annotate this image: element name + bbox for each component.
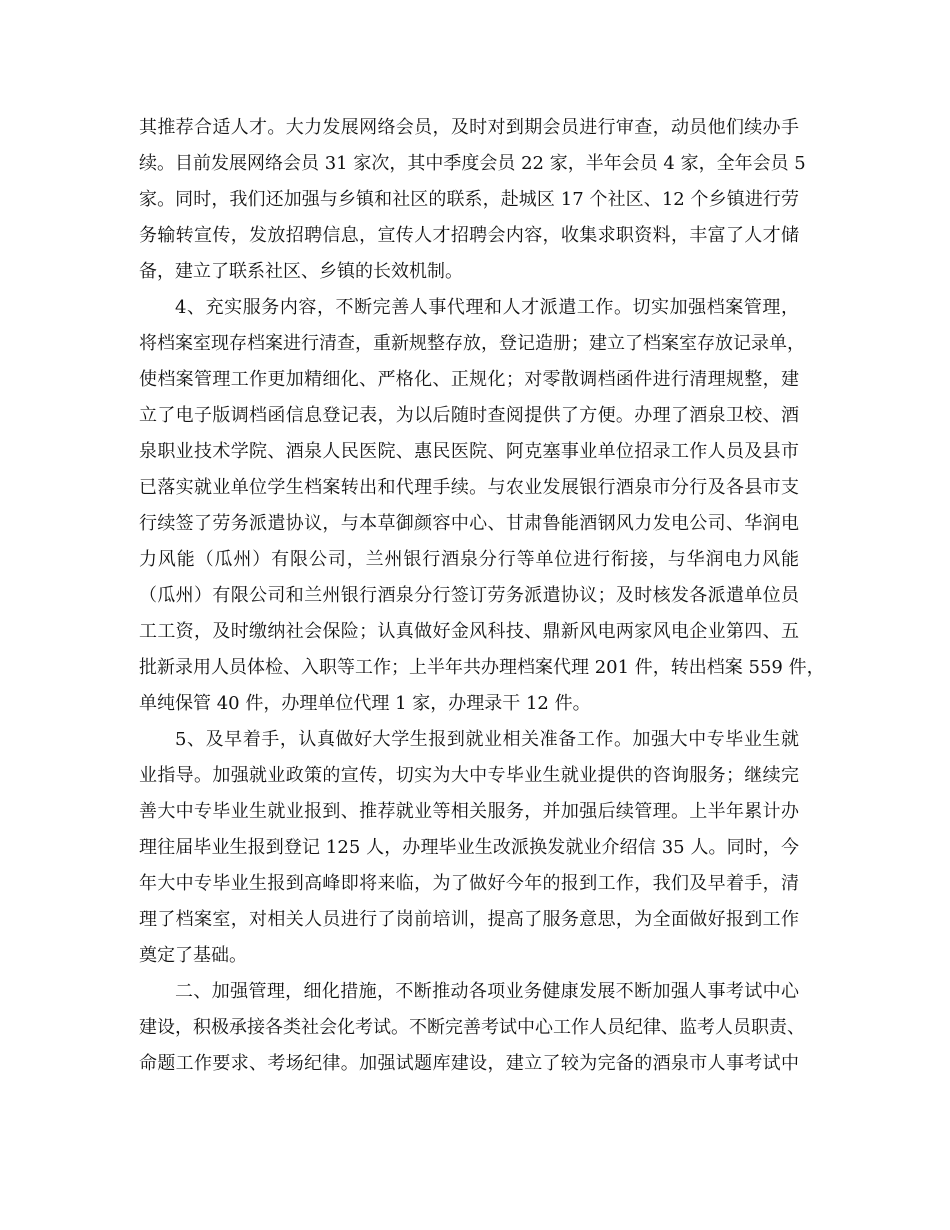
text-line: 家。同时，我们还加强与乡镇和社区的联系，赴城区 17 个社区、12 个乡镇进行劳 bbox=[139, 189, 799, 210]
paragraph-section-4 bbox=[139, 290, 825, 722]
text-line: 5、及早着手，认真做好大学生报到就业相关准备工作。加强大中专毕业生就 bbox=[175, 729, 799, 750]
text-line: 续。目前发展网络会员 31 家次，其中季度会员 22 家，半年会员 4 家，全年会员 5 bbox=[139, 153, 806, 174]
text-line: 奠定了基础。 bbox=[139, 945, 247, 966]
paragraph-section-two bbox=[139, 974, 805, 1082]
text-line: 业指导。加强就业政策的宣传，切实为大中专毕业生就业提供的咨询服务；继续完 bbox=[139, 765, 799, 786]
text-line: 其推荐合适人才。大力发展网络会员，及时对到期会员进行审查，动员他们续办手 bbox=[139, 117, 799, 138]
text-line: 行续签了劳务派遣协议，与本草御颜容中心、甘肃鲁能酒钢风力发电公司、华润电 bbox=[139, 513, 799, 534]
text-line: 二、加强管理，细化措施，不断推动各项业务健康发展不断加强人事考试中心 bbox=[175, 981, 799, 1002]
text-line: 立了电子版调档函信息登记表，为以后随时查阅提供了方便。办理了酒泉卫校、酒 bbox=[139, 405, 799, 426]
body-text bbox=[139, 110, 825, 1082]
text-line: 已落实就业单位学生档案转出和代理手续。与农业发展银行酒泉市分行及各县市支 bbox=[139, 477, 799, 498]
text-line: 将档案室现存档案进行清查，重新规整存放，登记造册；建立了档案室存放记录单， bbox=[139, 333, 805, 354]
text-line: 批新录用人员体检、入职等工作；上半年共办理档案代理 201 件，转出档案 559 件， bbox=[139, 657, 825, 678]
paragraph-section-5 bbox=[139, 722, 799, 974]
text-line: 备，建立了联系社区、乡镇的长效机制。 bbox=[139, 261, 463, 282]
text-line: 理往届毕业生报到登记 125 人，办理毕业生改派换发就业介绍信 35 人。同时，今 bbox=[139, 837, 799, 858]
text-line: 工工资，及时缴纳社会保险；认真做好金风科技、鼎新风电两家风电企业第四、五 bbox=[139, 621, 799, 642]
text-line: 4、充实服务内容，不断完善人事代理和人才派遣工作。切实加强档案管理， bbox=[175, 297, 799, 318]
text-line: 命题工作要求、考场纪律。加强试题库建设，建立了较为完备的酒泉市人事考试中 bbox=[139, 1053, 799, 1074]
text-line: 理了档案室，对相关人员进行了岗前培训，提高了服务意思，为全面做好报到工作 bbox=[139, 909, 799, 930]
text-line: 年大中专毕业生报到高峰即将来临，为了做好今年的报到工作，我们及早着手，清 bbox=[139, 873, 799, 894]
paragraph-recruitment-continuation bbox=[139, 110, 806, 290]
text-line: （瓜州）有限公司和兰州银行酒泉分行签订劳务派遣协议；及时核发各派遣单位员 bbox=[139, 585, 799, 606]
text-line: 力风能（瓜州）有限公司，兰州银行酒泉分行等单位进行衔接，与华润电力风能 bbox=[139, 549, 799, 570]
text-line: 善大中专毕业生就业报到、推荐就业等相关服务，并加强后续管理。上半年累计办 bbox=[139, 801, 799, 822]
text-line: 建设，积极承接各类社会化考试。不断完善考试中心工作人员纪律、监考人员职责、 bbox=[139, 1017, 805, 1038]
text-line: 使档案管理工作更加精细化、严格化、正规化；对零散调档函件进行清理规整，建 bbox=[139, 369, 799, 390]
text-line: 单纯保管 40 件，办理单位代理 1 家，办理录干 12 件。 bbox=[139, 693, 591, 714]
text-line: 务输转宣传，发放招聘信息，宣传人才招聘会内容，收集求职资料，丰富了人才储 bbox=[139, 225, 799, 246]
text-line: 泉职业技术学院、酒泉人民医院、惠民医院、阿克塞事业单位招录工作人员及县市 bbox=[139, 441, 799, 462]
